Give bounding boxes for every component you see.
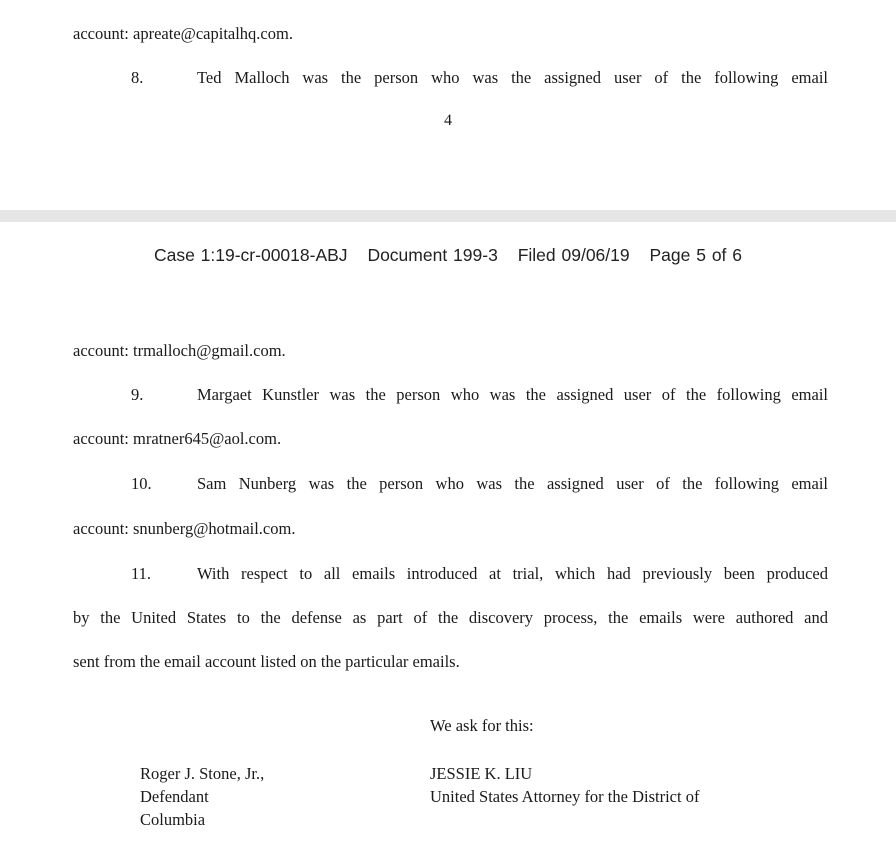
case-header (0, 245, 896, 266)
header-document: Document 199-3 (367, 245, 498, 265)
text-line-account-trmalloch: account: trmalloch@gmail.com. (73, 341, 286, 360)
signature-name: JESSIE K. LIU (430, 764, 533, 783)
header-filed-date: Filed 09/06/19 (517, 245, 630, 265)
paragraph-11-line-3: sent from the email account listed on the particular emails. (73, 652, 460, 671)
header-page: Page 5 of 6 (649, 245, 743, 265)
paragraph-9 (73, 385, 828, 405)
signature-block-defendant (140, 762, 264, 831)
text-line-account-snunberg: account: snunberg@hotmail.com. (73, 519, 296, 538)
paragraph-text: Sam Nunberg was the person who was the assigned user of the following email (197, 474, 828, 493)
text-line-account-mratner: account: mratner645@aol.com. (73, 429, 282, 448)
page-separator (0, 210, 896, 222)
signature-name: Roger J. Stone, Jr., (140, 764, 265, 783)
paragraph-text: Ted Malloch was the person who was the assigned user of the following email (197, 68, 828, 87)
paragraph-number: 9. (131, 385, 144, 404)
paragraph-8 (73, 68, 828, 88)
paragraph-number: 11. (131, 564, 152, 583)
paragraph-11-line-2: by the United States to the defense as part of the discovery process, the emails were authored and (73, 608, 828, 627)
document-page-5 (0, 222, 896, 850)
signature-title: United States Attorney for the District of (430, 787, 700, 806)
paragraph-10 (73, 474, 828, 494)
text-line-account-apreate: account: apreate@capitalhq.com. (73, 24, 293, 43)
header-case-number: Case 1:19-cr-00018-ABJ (153, 245, 348, 265)
paragraph-number: 8. (131, 68, 144, 87)
signature-block-us-attorney (430, 762, 699, 808)
paragraph-text: With respect to all emails introduced at trial, which had previously been produced (197, 564, 828, 583)
paragraph-text: Margaet Kunstler was the person who was the assigned user of the following email (197, 385, 828, 404)
document-page-4 (0, 0, 896, 210)
signature-request: We ask for this: (430, 716, 534, 735)
paragraph-11 (73, 564, 828, 584)
page-number: 4 (444, 112, 452, 129)
paragraph-number: 10. (131, 474, 152, 493)
signature-title: Defendant (140, 787, 209, 806)
signature-title-continued: Columbia (140, 810, 206, 829)
